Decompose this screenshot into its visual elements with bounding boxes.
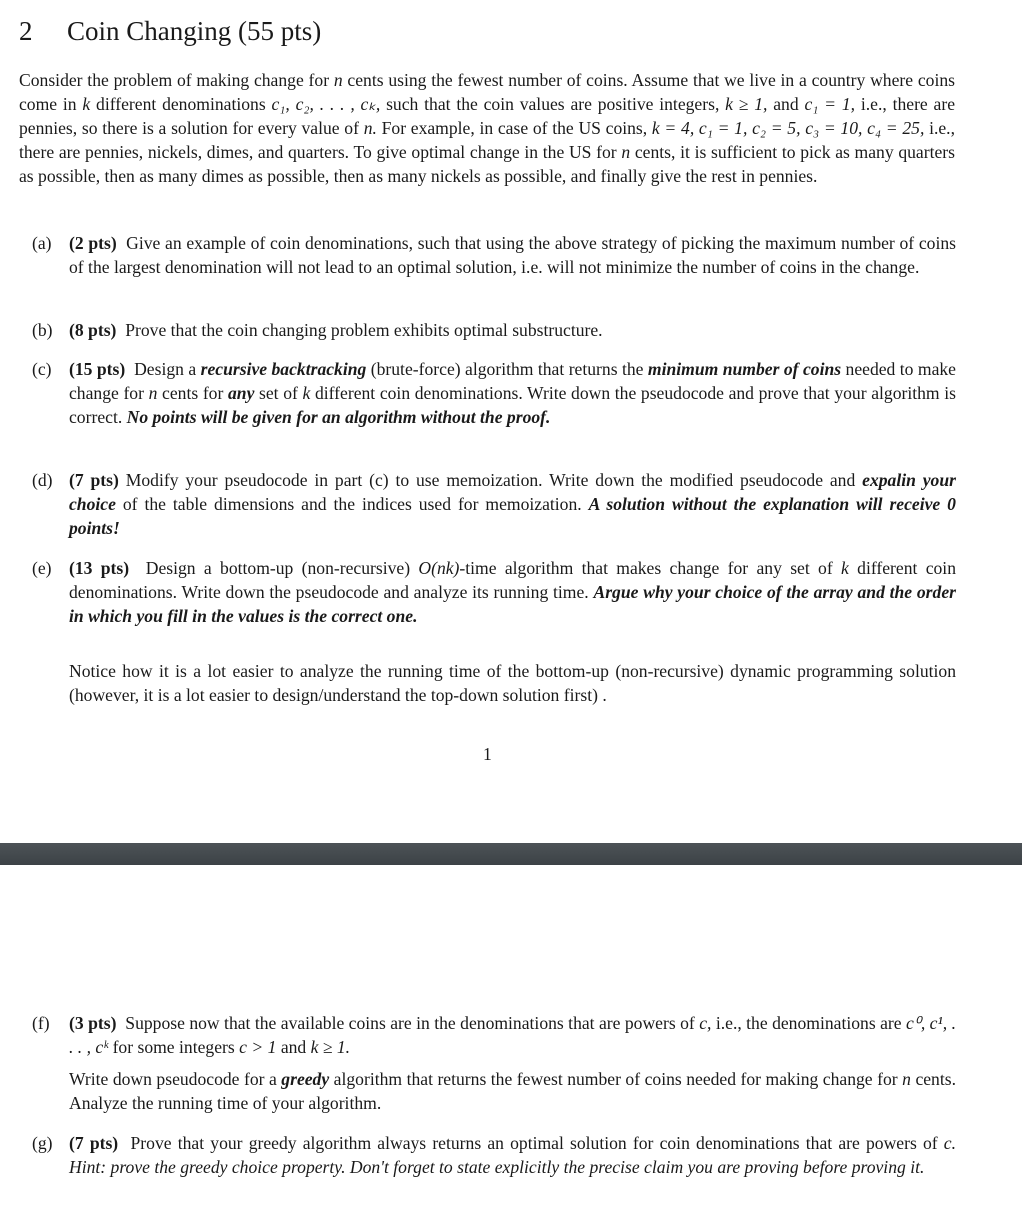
math-k: k bbox=[302, 383, 311, 403]
part-label: (c) bbox=[32, 359, 52, 379]
emphasis: greedy bbox=[281, 1069, 330, 1089]
math-denominations: c₁, c₂, . . . , cₖ, bbox=[271, 94, 381, 114]
part-text: needed to make change for bbox=[69, 359, 956, 403]
math-powers: c⁰, c¹, . . . , cᵏ bbox=[69, 1013, 956, 1057]
section-number: 2 bbox=[19, 16, 33, 46]
part-text: Design a bottom-up (non-recursive) bbox=[145, 558, 411, 578]
intro-text: Consider the problem of making change for bbox=[19, 70, 330, 90]
intro-text: cents, it is sufficient to pick as many quarters as possible, then as many dimes as possible, then as many nickels as possible, and finally give the rest in pennies. bbox=[19, 142, 955, 186]
part-label: (e) bbox=[32, 558, 52, 578]
part-text: i.e., the denominations are bbox=[715, 1013, 902, 1033]
math-k-condition: k ≥ 1. bbox=[310, 1037, 351, 1057]
part-points: (3 pts) bbox=[69, 1013, 117, 1033]
emphasis: No points will be given for an algorithm without the proof. bbox=[126, 407, 551, 427]
intro-text: such that the coin values are positive integers, bbox=[386, 94, 720, 114]
part-a bbox=[32, 231, 956, 279]
part-text: Prove that your greedy algorithm always returns an optimal solution for coin denominations that are powers of bbox=[130, 1133, 938, 1153]
emphasis: expalin your choice bbox=[69, 470, 956, 514]
intro-text: and bbox=[773, 94, 799, 114]
part-text: (brute-force) algorithm that returns the bbox=[370, 359, 644, 379]
math-c: c, bbox=[699, 1013, 712, 1033]
emphasis: Argue why your choice of the array and the order in which you fill in the values is the correct one. bbox=[69, 582, 956, 626]
part-text: of the table dimensions and the indices used for memoization. bbox=[122, 494, 582, 514]
part-points: (7 pts) bbox=[69, 470, 119, 490]
math-us-coins: k = 4, c₁ = 1, c₂ = 5, c₃ = 10, c₄ = 25, bbox=[651, 118, 925, 138]
emphasis: recursive backtracking bbox=[200, 359, 367, 379]
section-heading bbox=[19, 16, 321, 47]
part-text: set of bbox=[259, 383, 298, 403]
part-points: (8 pts) bbox=[69, 320, 117, 340]
math-n: n. bbox=[363, 118, 377, 138]
notice-paragraph: Notice how it is a lot easier to analyze the running time of the bottom-up (non-recursive) dynamic programming solution (however, it is a lot easier to design/understand the top-down solution first) . bbox=[69, 661, 956, 705]
part-g bbox=[32, 1131, 956, 1179]
part-label: (a) bbox=[32, 233, 52, 253]
part-text: cents. Analyze the running time of your algorithm. bbox=[69, 1069, 956, 1113]
part-points: (15 pts) bbox=[69, 359, 126, 379]
part-text: Write down pseudocode for a bbox=[69, 1069, 277, 1089]
page-number: 1 bbox=[483, 744, 492, 764]
intro-text: For example, in case of the US coins, bbox=[381, 118, 648, 138]
part-f-paragraph-2 bbox=[69, 1067, 956, 1115]
math-k-condition: k ≥ 1, bbox=[725, 94, 768, 114]
part-text: -time algorithm that makes change for any set of bbox=[459, 558, 833, 578]
part-c bbox=[32, 357, 956, 429]
page-2 bbox=[0, 865, 1022, 1214]
part-text: different coin denominations. Write down the pseudocode and analyze its running time. bbox=[69, 558, 956, 602]
math-n: n bbox=[148, 383, 158, 403]
part-f bbox=[32, 1011, 956, 1115]
emphasis: A solution without the explanation will receive 0 points! bbox=[69, 494, 956, 538]
emphasis: minimum number of coins bbox=[647, 359, 842, 379]
part-text: for some integers bbox=[112, 1037, 235, 1057]
part-label: (f) bbox=[32, 1013, 50, 1033]
math-c1: c₁ = 1, bbox=[804, 94, 856, 114]
part-text: algorithm that returns the fewest number of coins needed for making change for bbox=[333, 1069, 898, 1089]
part-b bbox=[32, 318, 956, 342]
part-text: and bbox=[280, 1037, 307, 1057]
math-big-o: O(nk) bbox=[418, 558, 460, 578]
part-e bbox=[32, 556, 956, 628]
part-label: (g) bbox=[32, 1133, 53, 1153]
intro-text: different denominations bbox=[96, 94, 266, 114]
part-text: Design a bbox=[134, 359, 197, 379]
intro-text: i.e., there are pennies, so there is a solution for every value of bbox=[19, 94, 956, 138]
math-c: c. bbox=[943, 1133, 957, 1153]
part-points: (7 pts) bbox=[69, 1133, 119, 1153]
part-points: (2 pts) bbox=[69, 233, 117, 253]
part-text: different coin denominations. Write down the pseudocode and prove that your algorithm is correct. bbox=[69, 383, 956, 427]
math-k: k bbox=[841, 558, 849, 578]
intro-text: i.e., there are pennies, nickels, dimes, and quarters. To give optimal change in the US for bbox=[19, 118, 955, 162]
part-label: (b) bbox=[32, 320, 53, 340]
emphasis: any bbox=[227, 383, 255, 403]
math-n: n bbox=[621, 142, 631, 162]
hint-text: Hint: prove the greedy choice property. Don't forget to state explicitly the precise claim you are proving before proving it. bbox=[69, 1157, 925, 1177]
intro-text: cents using the fewest number of coins. Assume that we live in a country where coins come in bbox=[19, 70, 955, 114]
part-label: (d) bbox=[32, 470, 53, 490]
part-text: cents for bbox=[162, 383, 224, 403]
part-d bbox=[32, 468, 956, 540]
part-text: Suppose now that the available coins are in the denominations that are powers of bbox=[125, 1013, 695, 1033]
part-text: Give an example of coin denominations, such that using the above strategy of picking the maximum number of coins of the largest denomination will not lead to an optimal solution, i.e. will not minimize the number of coins in the change. bbox=[69, 233, 956, 277]
part-text: Prove that the coin changing problem exhibits optimal substructure. bbox=[125, 320, 603, 340]
math-n: n bbox=[902, 1069, 911, 1089]
math-k: k bbox=[82, 94, 91, 114]
section-title: Coin Changing (55 pts) bbox=[67, 16, 322, 46]
part-text: Modify your pseudocode in part (c) to use memoization. Write down the modified pseudocode and bbox=[125, 470, 856, 490]
math-n: n bbox=[333, 70, 343, 90]
intro-paragraph bbox=[19, 68, 955, 188]
page-separator bbox=[0, 843, 1022, 865]
math-c-condition: c > 1 bbox=[239, 1037, 277, 1057]
part-points: (13 pts) bbox=[69, 558, 130, 578]
